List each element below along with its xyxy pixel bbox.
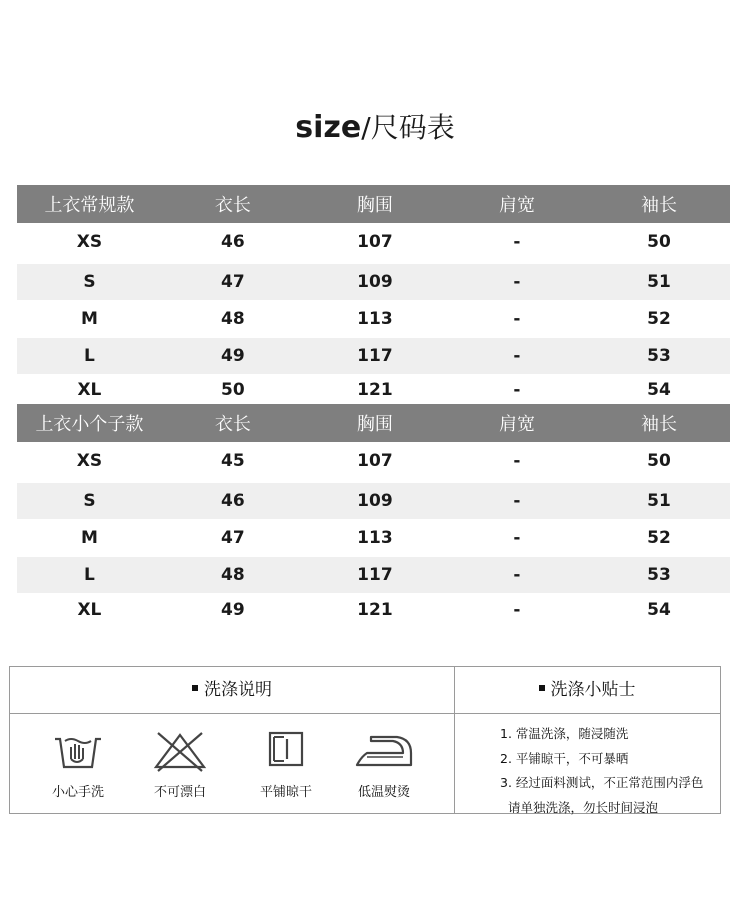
no-bleach-icon bbox=[150, 729, 210, 773]
cell-length: 46 bbox=[221, 491, 245, 511]
cell-sleeve: 51 bbox=[647, 272, 671, 292]
tip-line: 2. 平铺晾干，不可暴晒 bbox=[500, 750, 629, 766]
cell-size: S bbox=[83, 272, 96, 292]
cell-sleeve: 52 bbox=[647, 309, 671, 329]
cell-sleeve: 53 bbox=[647, 565, 671, 585]
table-row bbox=[17, 483, 730, 519]
header-cell-shoulder: 肩宽 bbox=[498, 195, 535, 216]
header-cell-sleeve: 袖长 bbox=[640, 195, 677, 216]
cell-sleeve: 52 bbox=[647, 528, 671, 548]
cell-sleeve: 54 bbox=[647, 380, 671, 400]
table-row bbox=[17, 264, 730, 300]
header-cell-chest: 胸围 bbox=[356, 414, 393, 435]
cell-sleeve: 51 bbox=[647, 491, 671, 511]
cell-chest: 109 bbox=[357, 491, 393, 511]
care-item-no-bleach bbox=[130, 729, 230, 800]
bullet-square-icon bbox=[539, 685, 545, 691]
cell-shoulder: - bbox=[513, 309, 521, 329]
cell-length: 46 bbox=[221, 232, 245, 252]
title-slash: / bbox=[361, 111, 371, 144]
wash-title-text: 洗涤说明 bbox=[204, 680, 272, 700]
cell-chest: 121 bbox=[357, 600, 393, 620]
cell-chest: 107 bbox=[357, 232, 393, 252]
cell-sleeve: 54 bbox=[647, 600, 671, 620]
cell-length: 48 bbox=[221, 309, 245, 329]
cell-size: XS bbox=[76, 451, 103, 471]
care-item-dry-flat bbox=[236, 729, 336, 800]
cell-length: 47 bbox=[221, 272, 245, 292]
cell-length: 50 bbox=[221, 380, 245, 400]
hand-wash-icon bbox=[51, 729, 105, 773]
table-row bbox=[17, 593, 730, 627]
table-row bbox=[17, 300, 730, 338]
header-cell-style: 上衣小个子款 bbox=[35, 414, 144, 435]
cell-shoulder: - bbox=[513, 565, 521, 585]
cell-shoulder: - bbox=[513, 232, 521, 252]
size-table-regular bbox=[17, 185, 730, 406]
dry-flat-icon bbox=[264, 729, 308, 773]
cell-sleeve: 50 bbox=[647, 451, 671, 471]
table-row bbox=[17, 442, 730, 480]
table-row bbox=[17, 519, 730, 557]
tips-title bbox=[454, 667, 720, 713]
divider-horizontal bbox=[10, 713, 720, 714]
table-header bbox=[17, 185, 730, 223]
cell-size: L bbox=[84, 346, 95, 366]
cell-length: 45 bbox=[221, 451, 245, 471]
header-cell-length: 衣长 bbox=[214, 195, 251, 216]
care-label: 不可漂白 bbox=[153, 785, 206, 800]
cell-chest: 117 bbox=[357, 346, 393, 366]
cell-size: XL bbox=[77, 380, 102, 400]
cell-size: M bbox=[80, 528, 98, 548]
cell-shoulder: - bbox=[513, 451, 521, 471]
cell-chest: 113 bbox=[357, 309, 393, 329]
header-cell-length: 衣长 bbox=[214, 414, 251, 435]
title-cn: 尺码表 bbox=[370, 111, 455, 144]
title-en: size bbox=[295, 110, 362, 145]
care-item-low-iron bbox=[334, 729, 434, 800]
cell-sleeve: 53 bbox=[647, 346, 671, 366]
cell-shoulder: - bbox=[513, 346, 521, 366]
cell-sleeve: 50 bbox=[647, 232, 671, 252]
cell-chest: 113 bbox=[357, 528, 393, 548]
tip-line: 请单独洗涤，勿长时间浸泡 bbox=[508, 799, 659, 815]
size-table-petite bbox=[17, 404, 730, 627]
cell-size: XL bbox=[77, 600, 102, 620]
cell-chest: 117 bbox=[357, 565, 393, 585]
header-cell-chest: 胸围 bbox=[356, 195, 393, 216]
low-iron-icon bbox=[353, 729, 415, 773]
header-cell-sleeve: 袖长 bbox=[640, 414, 677, 435]
tip-line: 1. 常温洗涤，随浸随洗 bbox=[500, 726, 629, 741]
table-row bbox=[17, 557, 730, 593]
table-row bbox=[17, 223, 730, 261]
cell-length: 48 bbox=[221, 565, 245, 585]
care-item-hand-wash bbox=[28, 729, 128, 800]
care-label: 低温熨烫 bbox=[357, 785, 410, 800]
cell-chest: 107 bbox=[357, 451, 393, 471]
cell-shoulder: - bbox=[513, 491, 521, 511]
table-row bbox=[17, 338, 730, 374]
cell-shoulder: - bbox=[513, 528, 521, 548]
cell-length: 49 bbox=[221, 600, 245, 620]
tip-line: 3. 经过面料测试，不正常范围内浮色 bbox=[500, 775, 704, 790]
washing-tips bbox=[488, 722, 703, 820]
cell-shoulder: - bbox=[513, 380, 521, 400]
cell-size: L bbox=[84, 565, 95, 585]
cell-chest: 109 bbox=[357, 272, 393, 292]
tips-title-text: 洗涤小贴士 bbox=[550, 680, 636, 700]
table-header bbox=[17, 404, 730, 442]
table-row bbox=[17, 374, 730, 406]
care-label: 平铺晾干 bbox=[259, 785, 312, 800]
wash-title bbox=[10, 667, 454, 713]
cell-length: 49 bbox=[221, 346, 245, 366]
page-title bbox=[0, 108, 750, 148]
cell-length: 47 bbox=[221, 528, 245, 548]
header-cell-style: 上衣常规款 bbox=[44, 195, 135, 216]
cell-size: S bbox=[83, 491, 96, 511]
care-label: 小心手洗 bbox=[51, 785, 104, 800]
cell-size: XS bbox=[76, 232, 103, 252]
cell-shoulder: - bbox=[513, 272, 521, 292]
cell-size: M bbox=[80, 309, 98, 329]
header-cell-shoulder: 肩宽 bbox=[498, 414, 535, 435]
cell-shoulder: - bbox=[513, 600, 521, 620]
cell-chest: 121 bbox=[357, 380, 393, 400]
bullet-square-icon bbox=[192, 685, 198, 691]
